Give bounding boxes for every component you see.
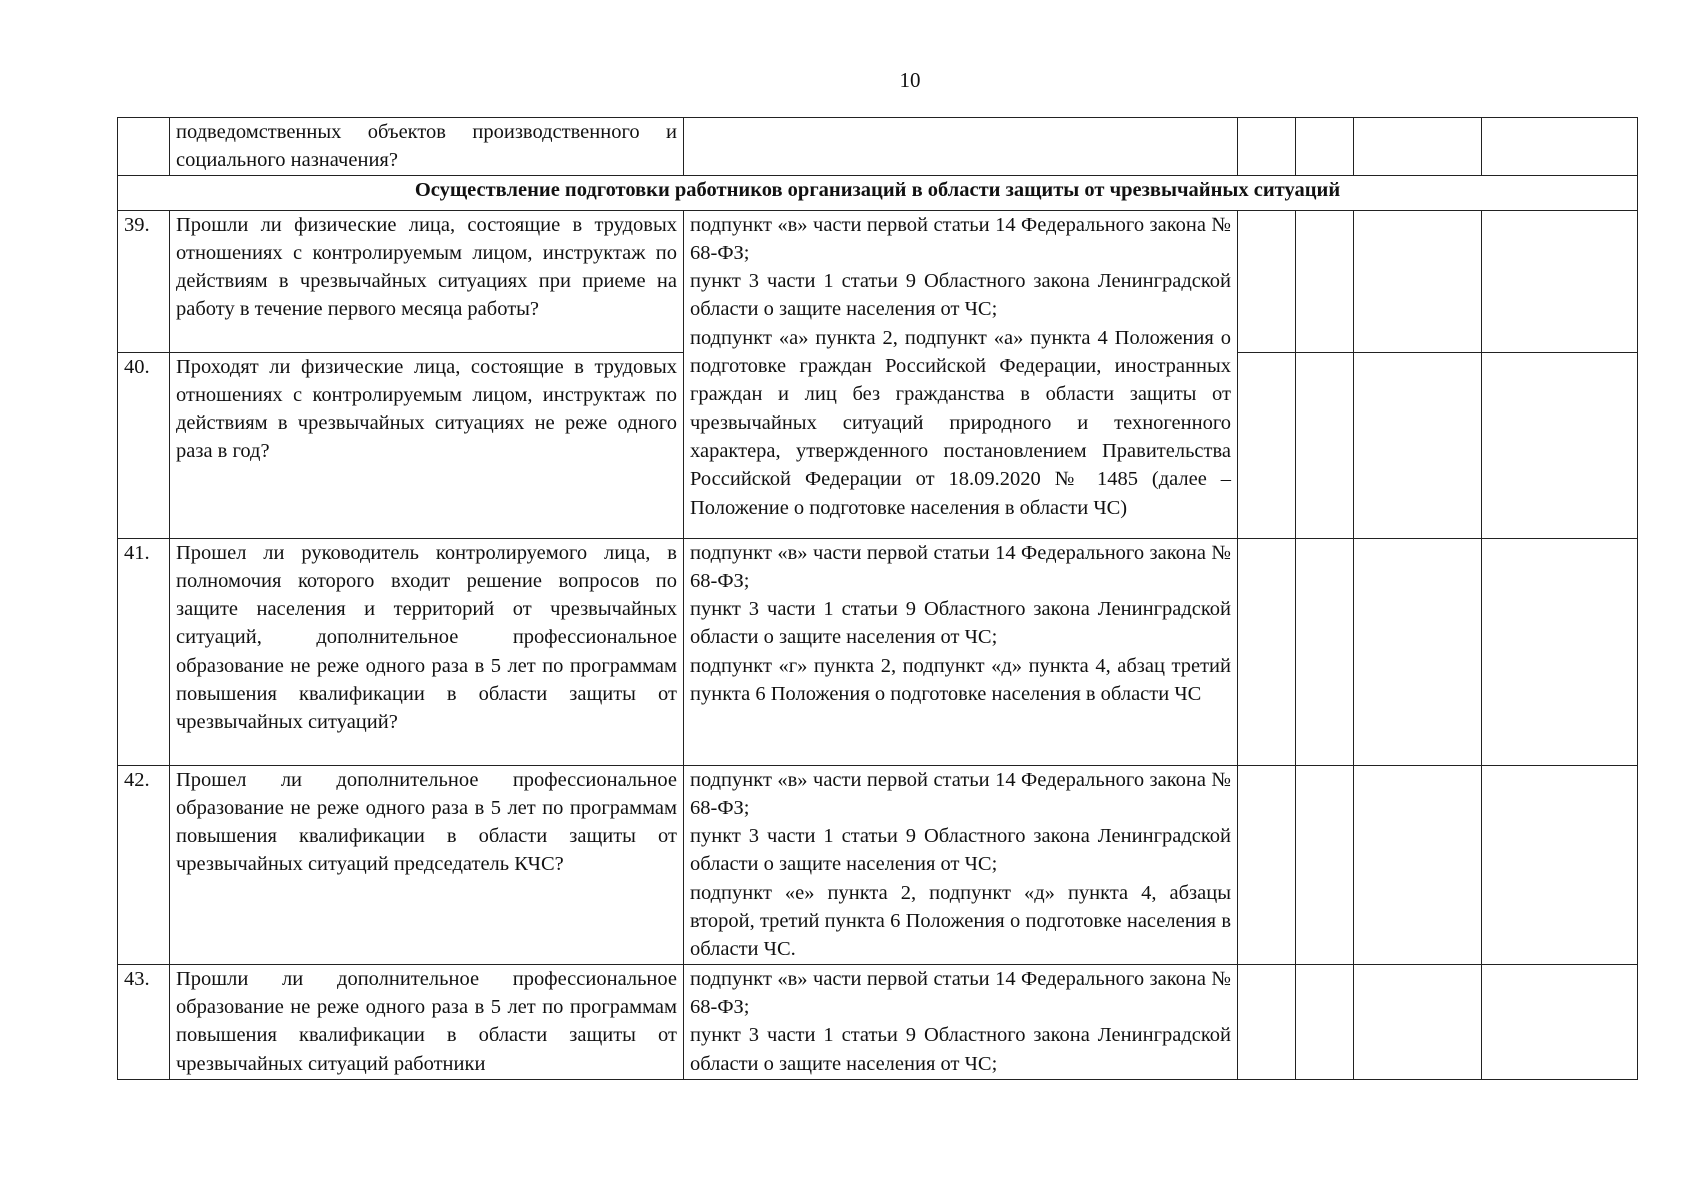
answer-yes-cell — [1238, 538, 1296, 765]
page-number: 10 — [899, 68, 921, 92]
row-number: 43. — [118, 964, 170, 1079]
question-cell: подведомственных объектов производственного и социального назначения? — [170, 118, 684, 176]
notes-cell — [1482, 210, 1638, 352]
answer-yes-cell — [1238, 118, 1296, 176]
table-row — [118, 765, 1638, 964]
answer-na-cell — [1354, 538, 1482, 765]
answer-yes-cell — [1238, 964, 1296, 1079]
section-title: Осуществление подготовки работников организаций в области защиты от чрезвычайных ситуаций — [118, 175, 1638, 210]
table-row — [118, 538, 1638, 765]
reference-cell — [684, 538, 1238, 765]
answer-no-cell — [1296, 964, 1354, 1079]
answer-yes-cell — [1238, 352, 1296, 538]
reference-item: подпункт «в» части первой статьи 14 Федерального закона № 68-ФЗ; — [690, 541, 1231, 592]
answer-na-cell — [1354, 765, 1482, 964]
answer-yes-cell — [1238, 210, 1296, 352]
question-cell: Проходят ли физические лица, состоящие в трудовых отношениях с контролируемым лицом, инструктаж по действиям в чрезвычайных ситуациях не реже одного раза в год? — [170, 352, 684, 538]
reference-item: пункт 3 части 1 статьи 9 Областного закона Ленинградской области о защите населения от ЧС; — [690, 270, 1231, 321]
reference-cell — [684, 118, 1238, 176]
notes-cell — [1482, 964, 1638, 1079]
row-number: 41. — [118, 538, 170, 765]
answer-no-cell — [1296, 210, 1354, 352]
answer-na-cell — [1354, 964, 1482, 1079]
row-number-cell — [118, 118, 170, 176]
table-row — [118, 210, 1638, 352]
answer-na-cell — [1354, 352, 1482, 538]
answer-na-cell — [1354, 118, 1482, 176]
reference-item: пункт 3 части 1 статьи 9 Областного закона Ленинградской области о защите населения от ЧС; — [690, 598, 1231, 649]
reference-item: подпункт «а» пункта 2, подпункт «а» пункта 4 Положения о подготовке граждан Российской Федерации, иностранных граждан и лиц без гражданства в области защиты от чрезвычайных ситуаций природного и техногенного характера, утвержденного постановлением Правительства Российской Федерации от 18.09.2020 № 1485 (далее – Положение о подготовке населения в области ЧС) — [690, 326, 1231, 519]
reference-cell — [684, 765, 1238, 964]
reference-item: пункт 3 части 1 статьи 9 Областного закона Ленинградской области о защите населения от ЧС; — [690, 825, 1231, 876]
table-row — [118, 118, 1638, 176]
section-header-row — [118, 175, 1638, 210]
reference-item: подпункт «в» части первой статьи 14 Федерального закона № 68-ФЗ; — [690, 768, 1231, 819]
table-row — [118, 964, 1638, 1079]
answer-no-cell — [1296, 118, 1354, 176]
answer-na-cell — [1354, 210, 1482, 352]
question-cell: Прошли ли дополнительное профессиональное образование не реже одного раза в 5 лет по программам повышения квалификации в области защиты от чрезвычайных ситуаций работники — [170, 964, 684, 1079]
notes-cell — [1482, 352, 1638, 538]
answer-no-cell — [1296, 538, 1354, 765]
reference-item: подпункт «в» части первой статьи 14 Федерального закона № 68-ФЗ; — [690, 213, 1231, 264]
reference-item: пункт 3 части 1 статьи 9 Областного закона Ленинградской области о защите населения от ЧС; — [690, 1024, 1231, 1075]
question-cell: Прошел ли руководитель контролируемого лица, в полномочия которого входит решение вопросов по защите населения и территорий от чрезвычайных ситуаций, дополнительное профессиональное образование не реже одного раза в 5 лет по программам повышения квалификации в области защиты от чрезвычайных ситуаций? — [170, 538, 684, 765]
checklist-table — [117, 117, 1638, 1080]
row-number: 42. — [118, 765, 170, 964]
answer-no-cell — [1296, 765, 1354, 964]
question-cell: Прошел ли дополнительное профессиональное образование не реже одного раза в 5 лет по программам повышения квалификации в области защиты от чрезвычайных ситуаций председатель КЧС? — [170, 765, 684, 964]
reference-cell — [684, 964, 1238, 1079]
answer-no-cell — [1296, 352, 1354, 538]
reference-item: подпункт «в» части первой статьи 14 Федерального закона № 68-ФЗ; — [690, 967, 1231, 1018]
reference-cell — [684, 210, 1238, 538]
notes-cell — [1482, 118, 1638, 176]
notes-cell — [1482, 538, 1638, 765]
answer-yes-cell — [1238, 765, 1296, 964]
reference-item: подпункт «г» пункта 2, подпункт «д» пункта 4, абзац третий пункта 6 Положения о подготовке населения в области ЧС — [690, 654, 1231, 706]
reference-item: подпункт «е» пункта 2, подпункт «д» пункта 4, абзацы второй, третий пункта 6 Положения о подготовке населения в области ЧС. — [690, 881, 1231, 961]
row-number: 40. — [118, 352, 170, 538]
row-number: 39. — [118, 210, 170, 352]
question-cell: Прошли ли физические лица, состоящие в трудовых отношениях с контролируемым лицом, инструктаж по действиям в чрезвычайных ситуациях при приеме на работу в течение первого месяца работы? — [170, 210, 684, 352]
notes-cell — [1482, 765, 1638, 964]
